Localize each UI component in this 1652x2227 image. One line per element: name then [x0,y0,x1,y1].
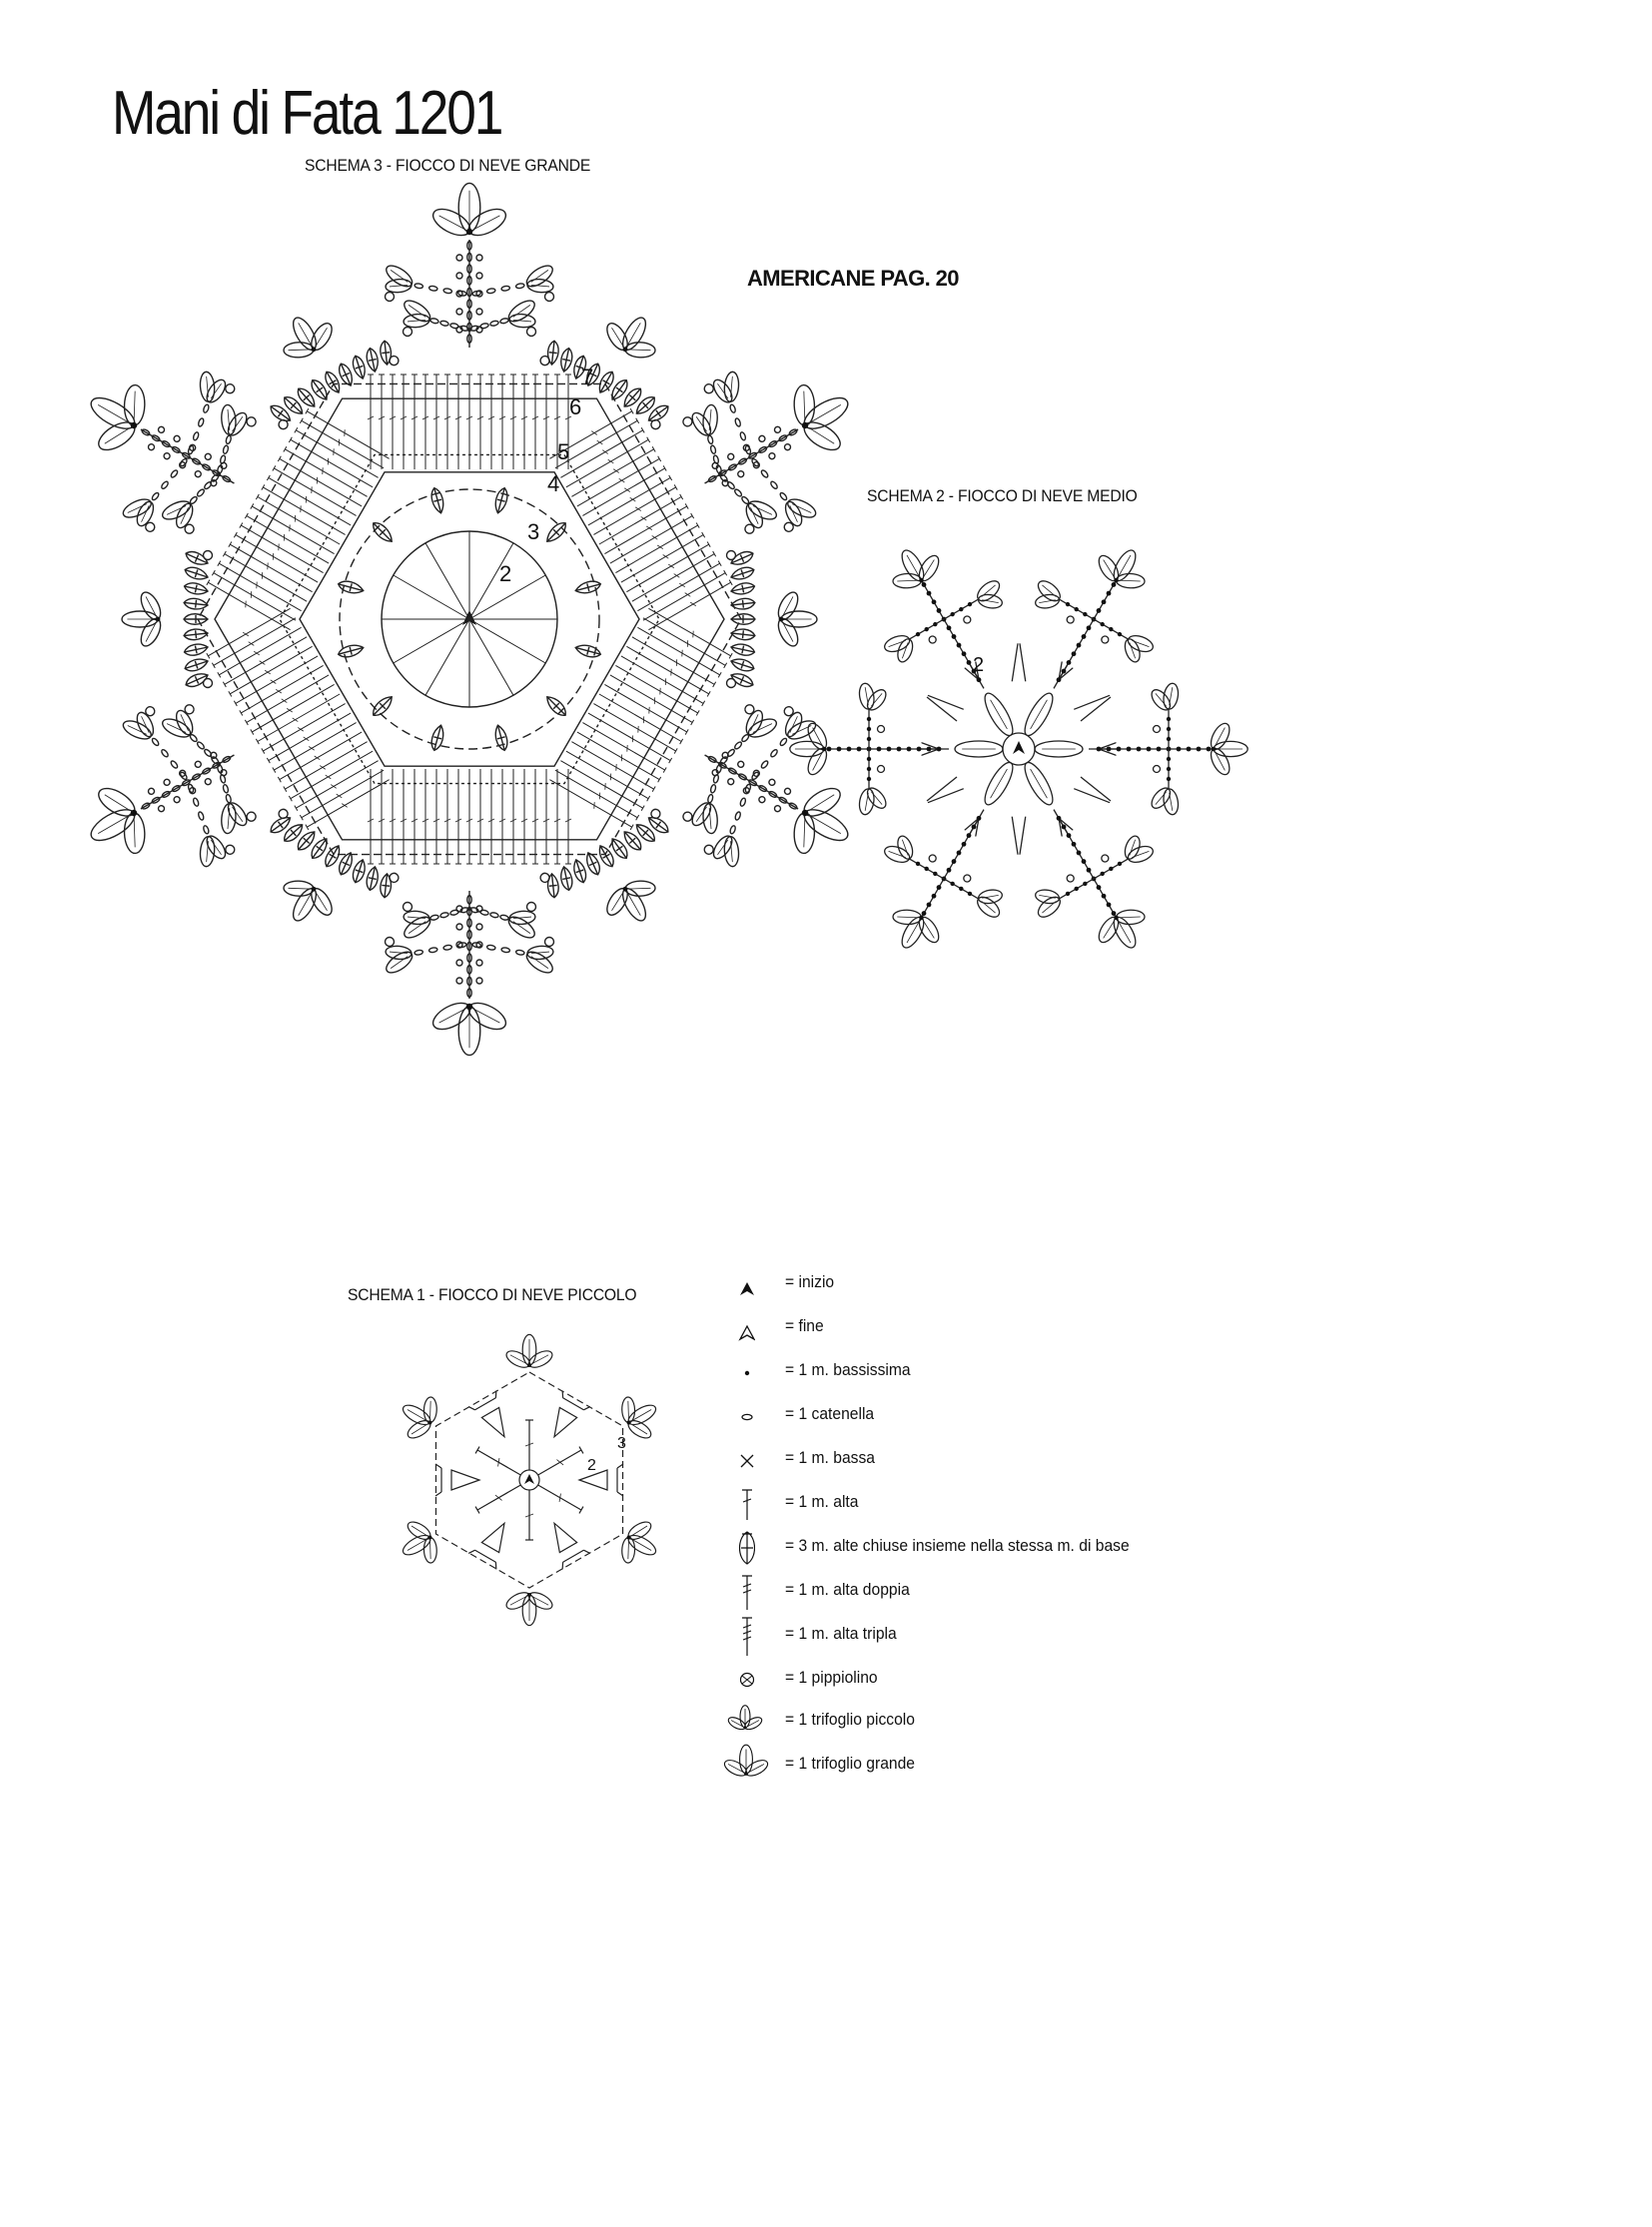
picot [476,309,482,315]
picot [743,523,755,535]
round-number-2: 2 [973,654,985,676]
valley [540,1391,590,1445]
end-arrow-icon [715,1308,755,1348]
magazine-title: Mani di Fata 1201 [112,79,502,148]
picot [204,679,213,688]
legend-text: = 1 m. alta [785,1492,859,1511]
picot [545,938,554,947]
picot [404,903,413,912]
legend-text: = 1 trifoglio grande [785,1754,915,1773]
picot [173,796,181,804]
snowflake-arm [0,490,391,925]
picot [737,760,745,768]
valley [468,1515,518,1569]
legend-row [715,1264,1274,1304]
legend-text: = 1 m. alta doppia [785,1580,910,1599]
picot [204,551,213,560]
valley [468,1391,518,1445]
picot [963,874,973,884]
trefoil [503,1334,554,1370]
valley [435,1464,479,1496]
picot [157,805,165,813]
trefoil [722,1745,770,1779]
large-trefoil [72,773,162,872]
trefoil [611,1513,668,1575]
valley-point [537,807,704,956]
picot [768,452,776,460]
start-arrow-icon [1013,741,1025,754]
picot [147,787,155,795]
picot [183,703,195,715]
valley [540,1515,590,1569]
picot [194,760,202,768]
picot [1154,726,1161,733]
legend-text: = 1 m. bassa [785,1448,875,1467]
picot [147,443,155,451]
picot [189,787,197,795]
small-trefoil [774,589,817,649]
trefoil [880,898,950,962]
legend-row [715,1702,1274,1742]
picot [783,787,791,795]
valley-point [235,283,402,431]
trefoil [503,1589,554,1625]
trefoil [726,1706,763,1732]
picot [742,443,750,451]
trefoil [391,1513,447,1575]
picot [404,328,413,337]
treble-crochet-icon [715,1572,755,1612]
triple-treble-icon [715,1616,755,1656]
round-number-2: 2 [499,561,512,586]
legend-row [715,1352,1274,1392]
snowflake-arm [391,1354,551,1497]
slip-stitch-dot-icon [715,1352,755,1392]
picot [752,461,760,469]
picot [742,787,750,795]
picot [527,328,536,337]
picot [179,769,187,777]
picot [768,778,776,786]
snowflake-arm [1035,682,1247,816]
picot [752,769,760,777]
picot [878,726,885,733]
legend-text: = 3 m. alte chiuse insieme nella stessa m. di base [785,1536,1130,1555]
picot [545,293,554,302]
large-trefoil [428,183,509,241]
picot-icon [715,1660,755,1700]
picot [204,452,212,460]
trefoil [1089,898,1159,962]
picot [456,309,462,315]
trefoil [391,1385,447,1447]
snowflake-arm [847,729,1069,980]
snowflake-arm [468,1490,554,1626]
snowflake-arm [969,729,1191,980]
large-trefoil [428,998,509,1056]
legend-row [715,1616,1274,1656]
picot [527,903,536,912]
legend-row [715,1484,1274,1524]
picot [963,615,973,625]
americane-page-reference: AMERICANE PAG. 20 [747,266,959,291]
cluster-3dc-icon [715,1528,755,1568]
picot [163,452,171,460]
picot [1066,615,1076,625]
legend-text: = 1 m. alta tripla [785,1624,897,1643]
round-number-7: 7 [581,365,594,389]
legend-text: = 1 catenella [785,1404,875,1423]
picot [163,778,171,786]
picot [727,452,735,460]
snowflake-arm [41,198,457,632]
large-snowflake-diagram [40,170,899,1069]
trefoil [880,536,950,600]
round-number-2: 2 [587,1457,596,1474]
picot [456,273,462,279]
picot [773,425,781,433]
legend-row [715,1308,1274,1348]
legend-text: = inizio [785,1272,835,1291]
small-trefoil [596,304,669,371]
picot [783,443,791,451]
valley-point [727,548,818,689]
legend-row [715,1746,1274,1786]
picot [928,854,938,864]
picot [179,461,187,469]
round-number-3: 3 [617,1435,626,1452]
snowflake-arm [847,517,1069,768]
small-trefoil [122,589,165,649]
snowflake-arm [235,769,571,1056]
picot [157,425,165,433]
legend-text: = 1 trifoglio piccolo [785,1710,915,1729]
picot [928,635,938,645]
picot [476,978,482,984]
snowflake-arm [503,1334,589,1470]
chain-oval-icon [715,1396,755,1436]
schema-1-caption: SCHEMA 1 - FIOCCO DI NEVE PICCOLO [348,1285,637,1304]
large-trefoil [72,367,162,465]
double-crochet-icon [715,1484,755,1524]
picot [743,703,755,715]
picot [1154,766,1161,773]
small-trefoil [270,868,343,935]
picot [476,273,482,279]
picot [476,924,482,930]
legend-row [715,1396,1274,1436]
picot [456,978,462,984]
small-trefoil [270,304,343,371]
legend-text: = fine [785,1316,824,1335]
legend-text: = 1 pippiolino [785,1668,878,1687]
large-trefoil [777,367,867,465]
picot [386,293,395,302]
legend-row [715,1528,1274,1568]
picot [773,805,781,813]
legend-row [715,1660,1274,1700]
picot [189,443,197,451]
trefoil [1208,720,1247,777]
picot [173,434,181,442]
picot [388,355,400,367]
picot [388,872,400,884]
picot [476,960,482,966]
round-number-5: 5 [557,439,570,464]
picot [758,796,766,804]
large-trefoil-icon [701,1738,771,1794]
picot [1101,854,1111,864]
picot [144,705,156,717]
picot [144,521,156,533]
valley [579,1464,623,1496]
picot [538,355,550,367]
legend-text: = 1 m. bassissima [785,1360,911,1379]
picot [456,924,462,930]
single-crochet-x-icon [715,1440,755,1480]
schema-3-caption: SCHEMA 3 - FIOCCO DI NEVE GRANDE [305,156,591,175]
round-number-3: 3 [527,519,540,544]
start-arrow-icon [715,1264,755,1304]
picot [783,521,795,533]
picot [1101,635,1111,645]
start-arrow-icon [524,1474,534,1484]
picot [727,551,736,560]
round-number-6: 6 [569,394,582,419]
picot [204,778,212,786]
legend-row [715,1572,1274,1612]
picot [194,470,202,478]
small-snowflake-diagram [380,1310,679,1650]
picot [476,255,482,261]
picot [386,938,395,947]
picot [727,679,736,688]
schema-2-caption: SCHEMA 2 - FIOCCO DI NEVE MEDIO [867,486,1138,505]
snowflake-arm [507,1463,668,1606]
picot [1066,874,1076,884]
picot [456,960,462,966]
snowflake-arm [969,517,1191,768]
snowflake-arm [525,1385,686,1528]
trefoil [1089,536,1159,600]
valley-point [122,548,213,689]
snowflake-arm [368,183,704,469]
picot [456,255,462,261]
picot [727,778,735,786]
picot [878,766,885,773]
medium-snowflake-diagram [829,514,1209,984]
picot [758,434,766,442]
picot [783,705,795,717]
small-trefoil [596,868,669,935]
snowflake-arm [373,1432,533,1575]
picot [538,872,550,884]
picot [183,523,195,535]
picot [737,470,745,478]
legend-row [715,1440,1274,1480]
round-number-4: 4 [547,471,560,496]
